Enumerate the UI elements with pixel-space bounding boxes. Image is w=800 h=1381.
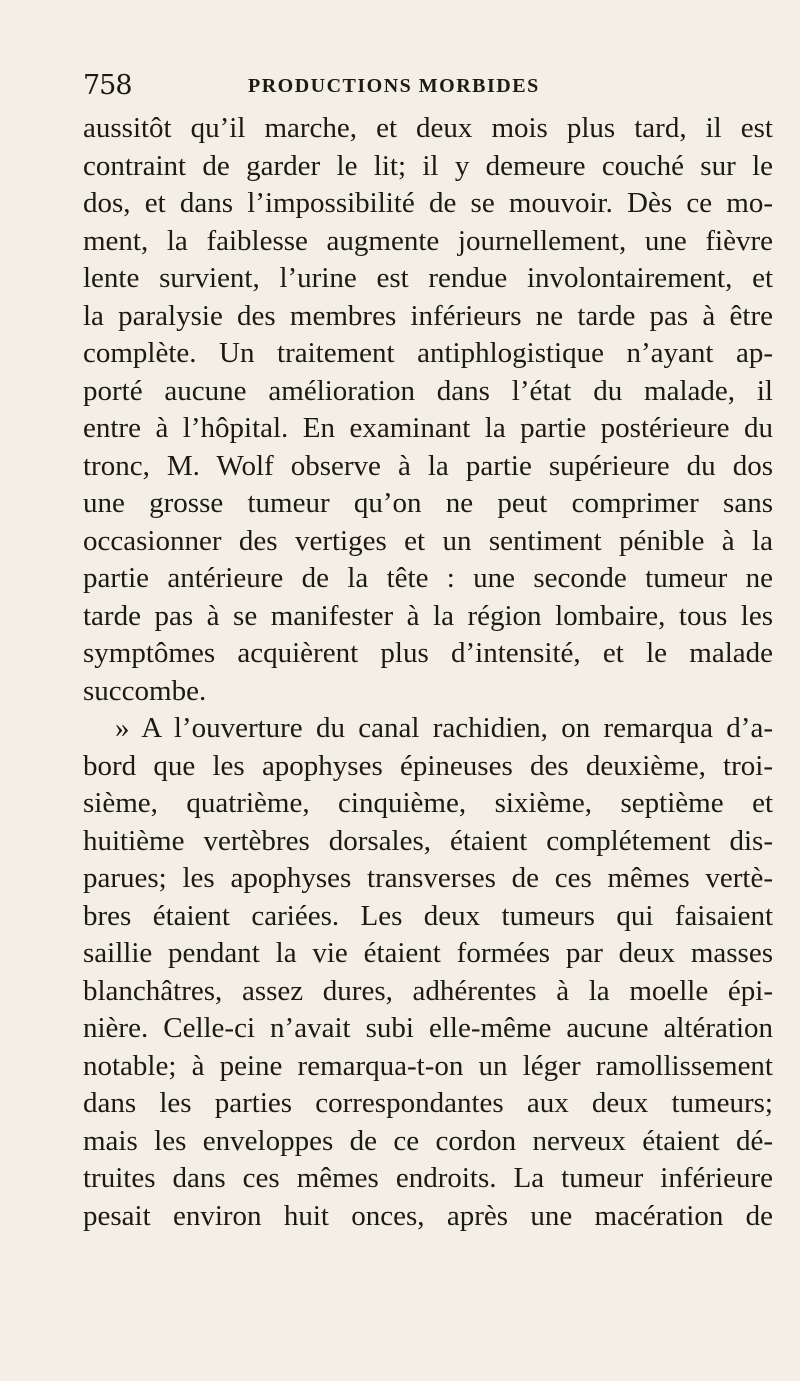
text-line: tarde pas à se manifester à la région lombaire, tous les xyxy=(83,599,773,632)
text-line: bres étaient cariées. Les deux tumeurs qui faisaient xyxy=(83,899,773,932)
text-line: saillie pendant la vie étaient formées par deux masses xyxy=(83,937,773,969)
running-head xyxy=(83,70,783,106)
text-line: aussitôt qu’il marche, et deux mois plus tard, il est xyxy=(83,112,773,144)
text-line: parues; les apophyses transverses de ces mêmes vertè- xyxy=(83,862,773,894)
text-line: une grosse tumeur qu’on ne peut comprimer sans xyxy=(83,487,773,519)
text-line: contraint de garder le lit; il y demeure couché sur le xyxy=(83,149,773,182)
text-line: occasionner des vertiges et un sentiment pénible à la xyxy=(83,524,773,557)
text-line: ment, la faiblesse augmente journellement, une fièvre xyxy=(83,224,773,257)
text-line: complète. Un traitement antiphlogistique n’ayant ap- xyxy=(83,337,773,369)
text-line: porté aucune amélioration dans l’état du malade, il xyxy=(83,374,773,407)
text-line: tronc, M. Wolf observe à la partie supérieure du dos xyxy=(83,449,773,482)
paragraph-start-line: » A l’ouverture du canal rachidien, on remarqua d’a- xyxy=(115,712,773,744)
text-line: bord que les apophyses épineuses des deuxième, troi- xyxy=(83,749,773,782)
text-line: truites dans ces mêmes endroits. La tumeur inférieure xyxy=(83,1162,773,1194)
text-line: notable; à peine remarqua-t-on un léger ramollissement xyxy=(83,1049,773,1082)
text-line: lente survient, l’urine est rendue involontairement, et xyxy=(83,262,773,294)
text-line: nière. Celle-ci n’avait subi elle-même aucune altération xyxy=(83,1012,773,1044)
running-title: PRODUCTIONS MORBIDES xyxy=(248,75,540,97)
text-line: sième, quatrième, cinquième, sixième, septième et xyxy=(83,787,773,819)
page-number: 758 xyxy=(83,70,132,101)
text-line: symptômes acquièrent plus d’intensité, et le malade xyxy=(83,637,773,669)
text-line: dos, et dans l’impossibilité de se mouvoir. Dès ce mo- xyxy=(83,187,773,219)
paragraph-end-line: succombe. xyxy=(83,674,207,707)
text-line: mais les enveloppes de ce cordon nerveux étaient dé- xyxy=(83,1124,773,1157)
text-line: blanchâtres, assez dures, adhérentes à la moelle épi- xyxy=(83,974,773,1007)
body-text xyxy=(83,110,773,1235)
text-line: dans les parties correspondantes aux deux tumeurs; xyxy=(83,1087,773,1119)
text-line: huitième vertèbres dorsales, étaient complétement dis- xyxy=(83,824,773,857)
text-line: la paralysie des membres inférieurs ne tarde pas à être xyxy=(83,299,773,332)
text-line: partie antérieure de la tête : une seconde tumeur ne xyxy=(83,562,773,594)
text-line: pesait environ huit onces, après une macération de xyxy=(83,1199,773,1232)
text-line: entre à l’hôpital. En examinant la partie postérieure du xyxy=(83,412,773,444)
